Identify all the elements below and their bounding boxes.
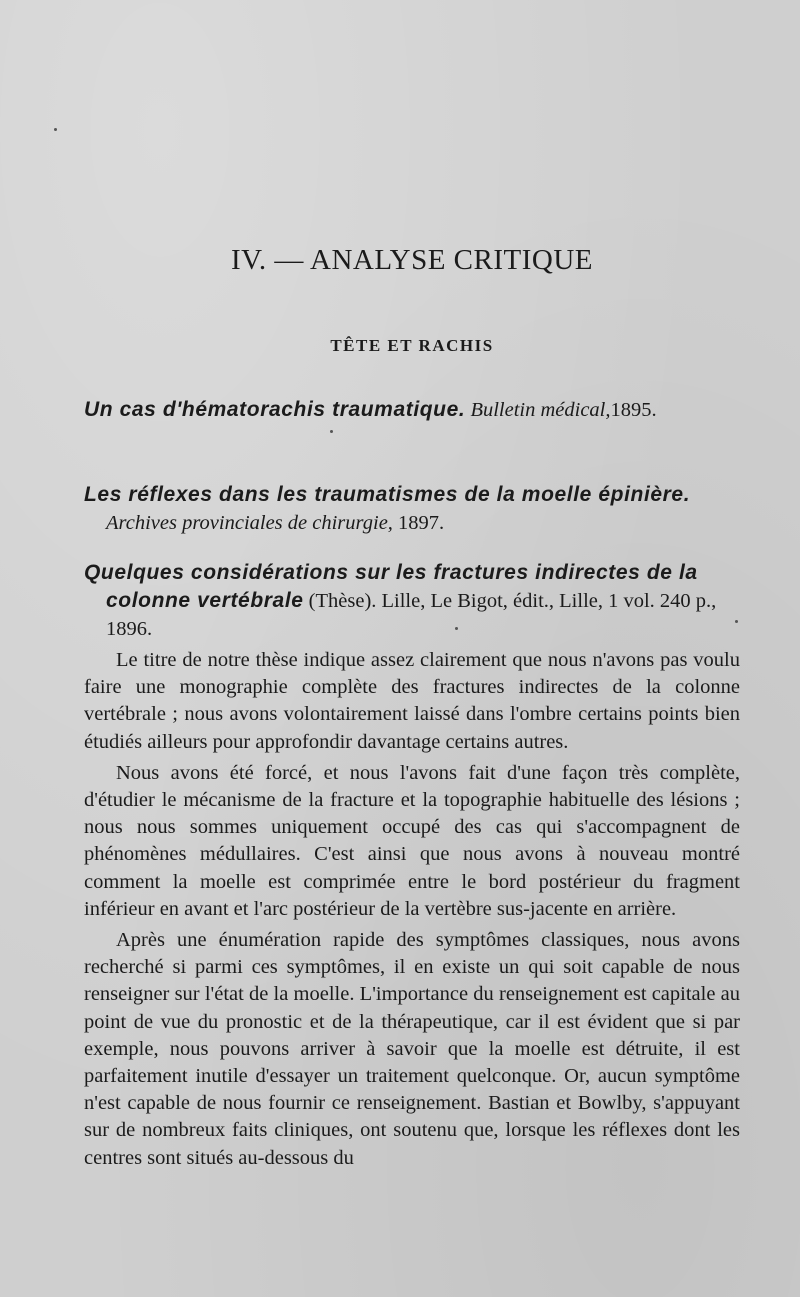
reference-entry [84, 481, 740, 537]
reference-title: Les réflexes dans les traumatismes de la moelle épinière. [84, 483, 691, 506]
reference-entry [84, 559, 740, 643]
paragraph: Nous avons été forcé, et nous l'avons fait d'une façon très complète, d'étudier le mécanisme de la fracture et la topographie habituelle des lésions ; nous nous sommes uniquement occupé des cas qui s'accompagnent de phénomènes médullaires. C'est ainsi que nous avons à nouveau montré comment la moelle est comprimée entre le bord postérieur du fragment inférieur en avant et l'arc postérieur de la vertèbre sus-jacente en arrière. [84, 761, 740, 920]
body-text [84, 647, 740, 1176]
reference-source: Bulletin médical, [470, 399, 611, 421]
reference-detail: 1895. [610, 399, 657, 421]
reference-title: Quelques considérations sur les fractures indirectes de la colonne vertébrale [84, 561, 698, 612]
reference-title: Un cas d'hématorachis traumatique. [84, 398, 466, 421]
paper-speck [330, 430, 333, 433]
reference-detail: (Thèse). Lille, Le Bigot, édit., Lille, 1 vol. 240 p., 1896. [106, 590, 717, 640]
paper-speck [455, 627, 458, 630]
paper-speck [735, 620, 738, 623]
paragraph: Le titre de notre thèse indique assez clairement que nous n'avons pas voulu faire une monographie complète des fractures indirectes de la colonne vertébrale ; nous avons volontairement laissé dans l'ombre certains points bien étudiés ailleurs pour approfondir davantage certains autres. [84, 649, 740, 753]
document-page [84, 0, 740, 1297]
reference-source: Archives provinciales de chirurgie, [106, 512, 393, 534]
section-title: IV. — ANALYSE CRITIQUE [230, 244, 593, 276]
paper-speck [54, 128, 57, 131]
subsection-title: TÊTE ET RACHIS [330, 336, 494, 355]
reference-detail: 1897. [398, 512, 445, 534]
paragraph: Après une énumération rapide des symptômes classiques, nous avons recherché si parmi ces symptômes, il en existe un qui soit capable de nous renseigner sur l'état de la moelle. L'importance du renseignement est capitale au point de vue du pronostic et de la thérapeutique, car il est évident que si par exemple, nous pouvons arriver à savoir que la moelle est détruite, il est parfaitement inutile d'essayer un traitement quelconque. Or, aucun symptôme n'est capable de nous fournir ce renseignement. Bastian et Bowlby, s'appuyant sur de nombreux faits cliniques, ont soutenu que, lorsque les réflexes dont les centres sont situés au-dessous du [84, 929, 740, 1169]
reference-entry [84, 396, 740, 424]
